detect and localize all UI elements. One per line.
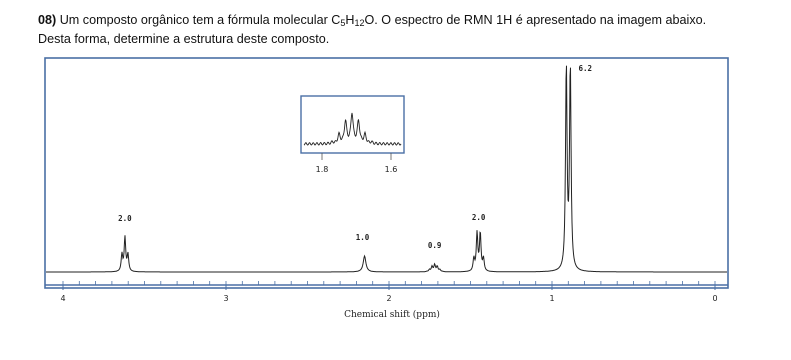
- peak-labels: [118, 64, 592, 250]
- x-tick-label: 0: [712, 294, 718, 303]
- inset-tick-label-1: 1.8: [315, 165, 329, 174]
- question-text-part-1: Um composto orgânico tem a fórmula molecular C: [56, 13, 341, 27]
- x-axis-title: Chemical shift (ppm): [344, 310, 440, 320]
- peak-integration-label: 0.9: [427, 241, 442, 250]
- x-tick-label: 1: [549, 294, 555, 303]
- question-number: 08): [38, 13, 57, 27]
- x-tick-label: 4: [60, 294, 66, 303]
- peak-integration-label: 1.0: [355, 233, 370, 242]
- question-text-part-2: O. O espectro de RMN 1H é apresentado na imagem abaixo.: [364, 13, 707, 27]
- inset-tick-label-2: 1.6: [384, 165, 398, 174]
- x-axis-tick-labels: [60, 294, 717, 303]
- peak-integration-label: 2.0: [118, 214, 132, 223]
- peak-integration-label: 6.2: [578, 64, 593, 73]
- formula-subscript-c: 5: [340, 18, 346, 28]
- x-axis-minor-ticks: [63, 281, 715, 285]
- formula-h: H: [345, 13, 355, 27]
- question-line-2: Desta forma, determine a estrutura deste composto.: [38, 32, 330, 46]
- x-tick-label: 3: [223, 294, 229, 303]
- x-tick-label: 2: [386, 294, 392, 303]
- inset-expansion: [301, 96, 404, 174]
- formula-subscript-h: 12: [354, 18, 365, 28]
- peak-integration-label: 2.0: [471, 213, 486, 222]
